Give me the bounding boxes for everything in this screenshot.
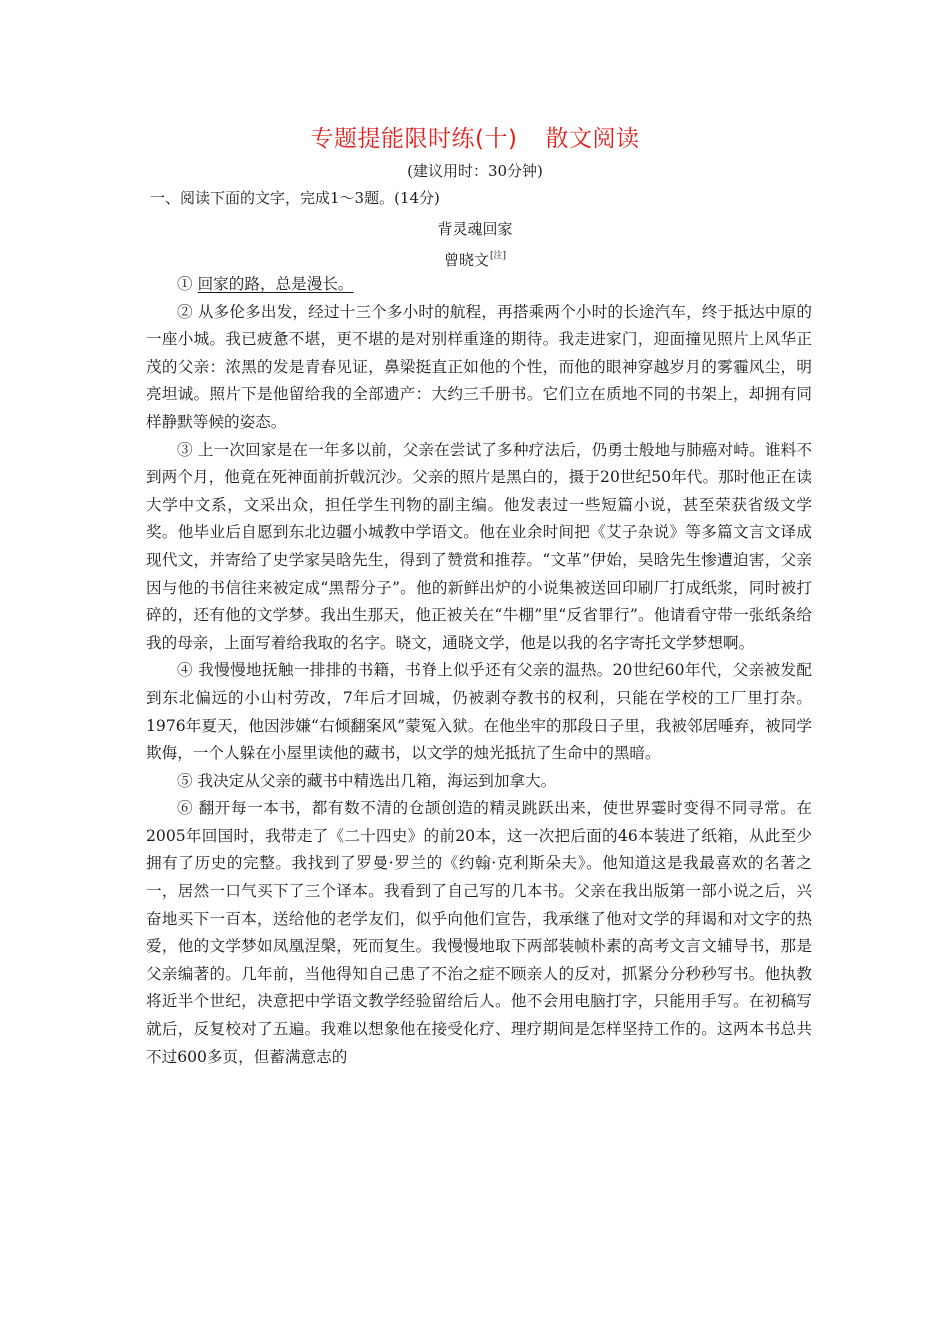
article-body <box>146 271 812 1071</box>
author-name: 曾晓文 <box>443 251 489 269</box>
paragraph-5: ⑤ 我决定从父亲的藏书中精选出几箱，海运到加拿大。 <box>177 771 557 790</box>
paragraph-1-marker: ① <box>177 275 193 293</box>
paragraph-3: ③ 上一次回家是在一年多以前，父亲在尝试了多种疗法后，仍勇士般地与肺癌对峙。谁料不到两个月，他竟在死神面前折戟沉沙。父亲的照片是黑白的，摄于20世纪50年代。那时他正在读大学中文系，文采出众，担任学生刊物的副主编。他发表过一些短篇小说，甚至荣获省级文学奖。他毕业后自愿到东北边疆小城教中学语文。他在业余时间把《艾子杂说》等多篇文言文译成现代文，并寄给了史学家吴晗先生，得到了赞赏和推荐。“文革”伊始，吴晗先生惨遭迫害，父亲因与他的书信往来被定成“黑帮分子”。他的新鲜出炉的小说集被送回印刷厂打成纸浆，同时被打碎的，还有他的文学梦。我出生那天，他正被关在“牛棚”里“反省罪行”。他请看守带一张纸条给我的母亲，上面写着给我取的名字。晓文，通晓文学，他是以我的名字寄托文学梦想啊。 <box>146 440 812 652</box>
suggested-time: (建议用时：30分钟) <box>407 162 543 180</box>
title-main: 专题提能限时练(十) <box>310 126 518 152</box>
paragraph-4: ④ 我慢慢地抚触一排排的书籍，书脊上似乎还有父亲的温热。20世纪60年代，父亲被发配到东北偏远的小山村劳改，7年后才回城，仍被剥夺教书的权利，只能在学校的工厂里打杂。1976年夏天，他因涉嫌“右倾翻案风”蒙冤入狱。在他坐牢的那段日子里，我被邻居唾弃，被同学欺侮，一个人躲在小屋里读他的藏书，以文学的烛光抵抗了生命中的黑暗。 <box>146 661 812 763</box>
article-author <box>0 248 950 270</box>
article-title: 背灵魂回家 <box>437 220 513 238</box>
section-instruction: 一、阅读下面的文字，完成1～3题。(14分) <box>150 189 440 207</box>
paragraph-2: ② 从多伦多出发，经过十三个多小时的航程，再搭乘两个小时的长途汽车，终于抵达中原的一座小城。我已疲惫不堪，更不堪的是对别样重逢的期待。我走进家门，迎面撞见照片上风华正茂的父亲：浓黑的发是青春见证，鼻梁挺直正如他的个性，而他的眼神穿越岁月的雾霾风尘，明亮坦诚。照片下是他留给我的全部遗产：大约三千册书。它们立在质地不同的书架上，却拥有同样静默等候的姿态。 <box>146 302 812 431</box>
paragraph-6: ⑥ 翻开每一本书，都有数不清的仓颉创造的精灵跳跃出来，使世界霎时变得不同寻常。在2005年回国时，我带走了《二十四史》的前20本，这一次把后面的46本装进了纸箱，从此至少拥有了历史的完整。我找到了罗曼·罗兰的《约翰·克利斯朵夫》。他知道这是我最喜欢的名著之一，居然一口气买下了三个译本。我看到了自己写的几本书。父亲在我出版第一部小说之后，兴奋地买下一百本，送给他的老学友们，似乎向他们宣告，我承继了他对文学的拜谒和对文字的热爱，他的文学梦如凤凰涅槃，死而复生。我慢慢地取下两部装帧朴素的高考文言文辅导书，那是父亲编著的。几年前，当他得知自己患了不治之症不顾亲人的反对，抓紧分分秒秒写书。他执教将近半个世纪，决意把中学语文教学经验留给后人。他不会用电脑打字，只能用手写。在初稿写就后，反复校对了五遍。我难以想象他在接受化疗、理疗期间是怎样坚持工作的。这两本书总共不过600多页，但蓄满意志的 <box>146 799 812 1066</box>
page-title <box>0 120 950 153</box>
paragraph-1 <box>146 271 812 299</box>
paragraph-1-underlined-text: 回家的路，总是漫长。 <box>197 275 354 293</box>
author-note-marker: [注] <box>489 251 507 261</box>
title-topic: 散文阅读 <box>545 126 640 152</box>
